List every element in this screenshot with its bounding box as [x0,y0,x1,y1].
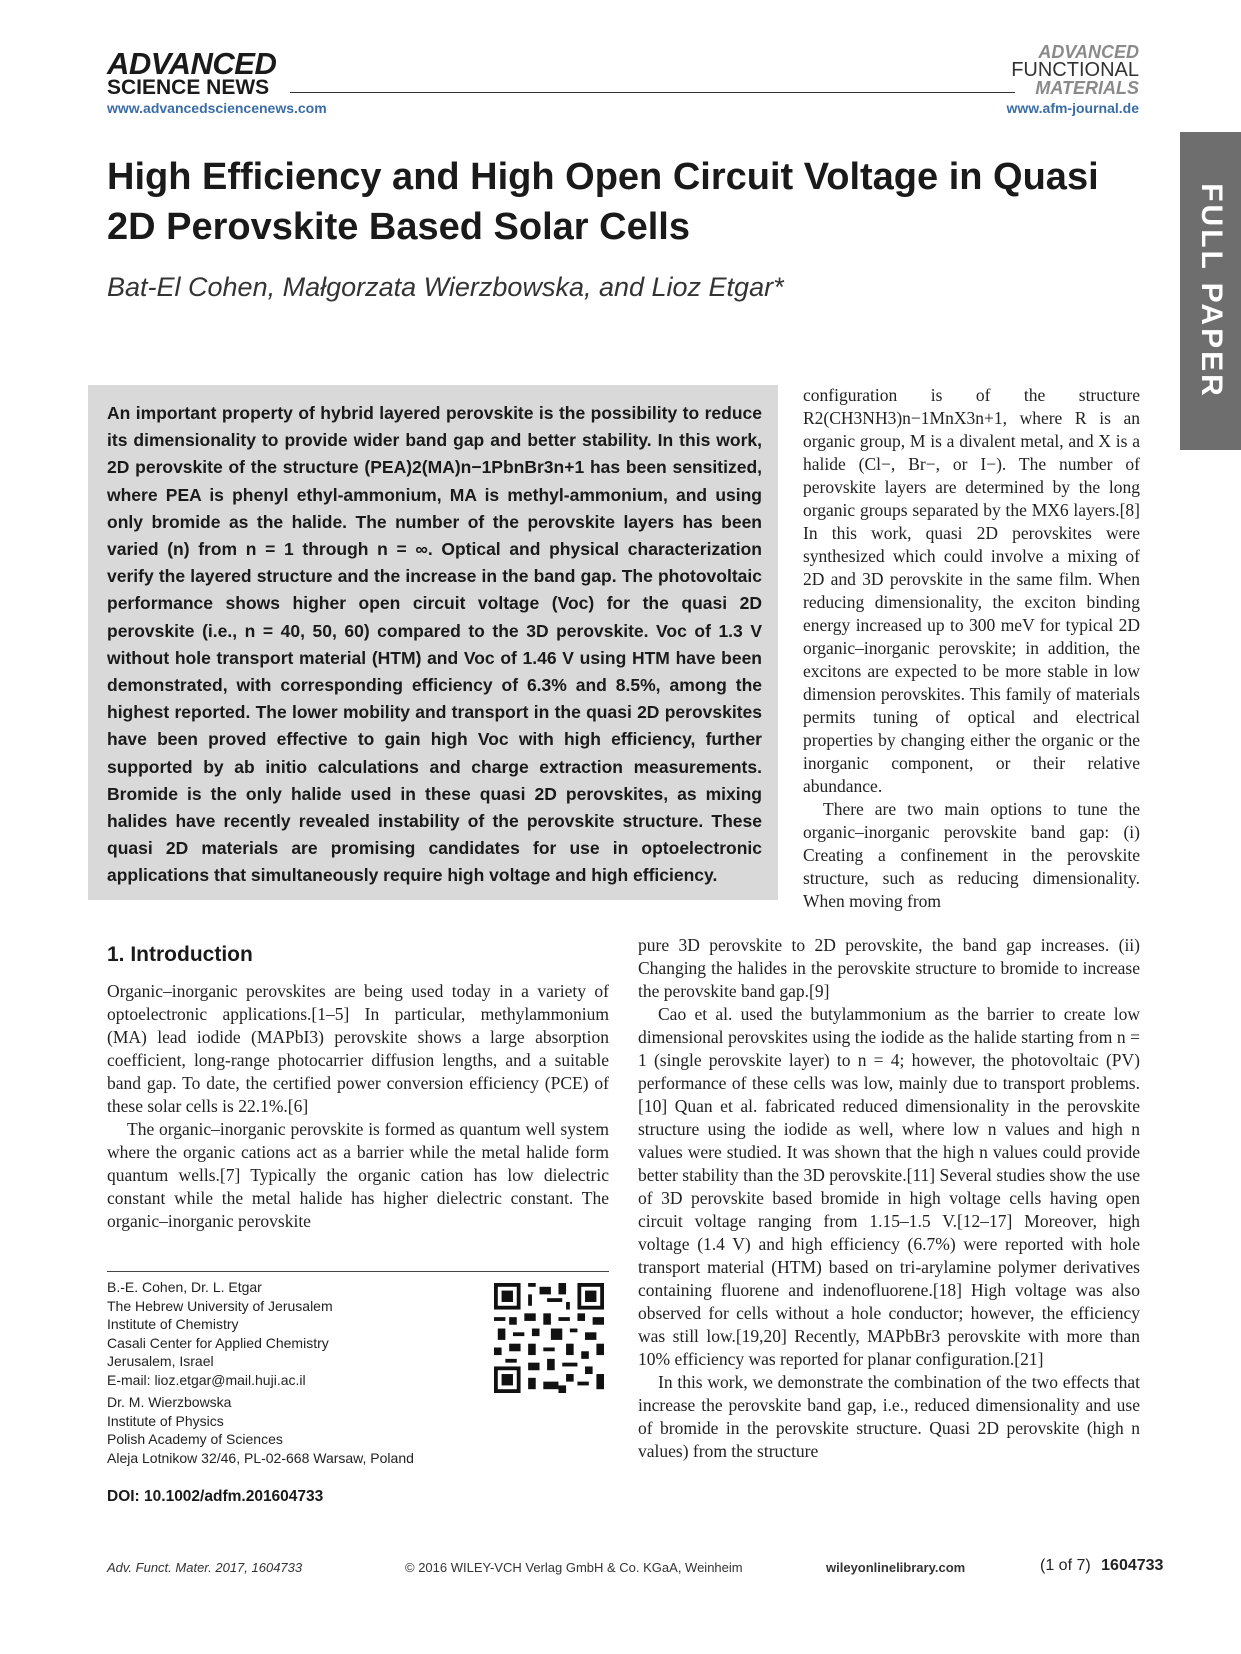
affiliation-line: The Hebrew University of Jerusalem [107,1297,333,1314]
paragraph: configuration is of the structure R2(CH3NH3)n−1MnX3n+1, where R is an organic group, M is a divalent metal, and X is a halide (Cl−, Br−, or I−). The number of perovskite layers are determined by the long organic groups separated by the MX6 layers.[8] In this work, quasi 2D perovskites were synthesized which could involve a mixing of 2D and 3D perovskite in the same film. When reducing dimensionality, the exciton binding energy increased up to 300 meV for typical 2D organic–inorganic perovskite; in addition, the excitons are expected to be more stable in low dimension perovskites. This family of materials permits tuning of optical and electrical properties by changing either the organic or the inorganic component, or their relative abundance. [803,385,1140,796]
right-column [638,934,1140,1463]
page-count: (1 of 7) [1040,1557,1091,1574]
article-type-label: FULL PAPER [1194,183,1228,399]
footer-page-number [1040,1557,1163,1575]
logo-line-2: SCIENCE NEWS [107,76,270,99]
logo-line-1: ADVANCED [107,46,277,81]
paragraph: Organic–inorganic perovskites are being used today in a variety of optoelectronic applications.[1–5] In particular, methylammonium (MA) lead iodide (MAPbI3) perovskite shows a large absorption coefficient, long-range photocarrier diffusion lengths, and a suitable band gap. To date, the certified power conversion efficiency (PCE) of these solar cells is 22.1%.[6] [107,981,609,1116]
article-type-tab [1180,132,1241,450]
affiliation-divider [107,1271,609,1272]
doi[interactable]: DOI: 10.1002/adfm.201604733 [107,1488,324,1505]
affiliation-email[interactable]: E-mail: lioz.etgar@mail.huji.ac.il [107,1371,306,1388]
affiliation-line: B.-E. Cohen, Dr. L. Etgar [107,1279,262,1295]
article-title: High Efficiency and High Open Circuit Voltage in Quasi 2D Perovskite Based Solar Cells [107,156,1099,248]
right-column-top [803,384,1140,913]
advanced-science-news-logo [107,48,276,98]
journal-logo-line-3: MATERIALS [1035,78,1139,99]
qr-code-icon[interactable] [494,1283,604,1393]
affiliation-line: Institute of Chemistry [107,1316,239,1332]
affiliation-line: Dr. M. Wierzbowska [107,1394,232,1410]
footer-copyright: © 2016 WILEY-VCH Verlag GmbH & Co. KGaA, Weinheim [405,1560,743,1575]
journal-logo-line-2: FUNCTIONAL [1011,59,1139,82]
journal-logo-line-1: ADVANCED [1038,42,1139,62]
advanced-science-news-link[interactable]: www.advancedsciencenews.com [107,100,327,116]
affiliation-line: Aleja Lotnikow 32/46, PL-02-668 Warsaw, Poland [107,1449,414,1466]
footer-journal-citation: Adv. Funct. Mater. 2017, 1604733 [107,1560,303,1575]
abstract-text: An important property of hybrid layered perovskite is the possibility to reduce its dimensionality to provide wider band gap and better stability. In this work, 2D perovskite of the structure (PEA)2(MA)n−1PbnBr3n+1 has been sensitized, where PEA is phenyl ethyl-ammonium, MA is methyl-ammonium, and using only bromide as the halide. The number of the perovskite layers has been varied (n) from n = 1 through n = ∞. Optical and physical characterization verify the layered structure and the increase in the band gap. The photovoltaic performance shows higher open circuit voltage (Voc) for the quasi 2D perovskite (i.e., n = 40, 50, 60) compared to the 3D perovskite. Voc of 1.3 V without hole transport material (HTM) and Voc of 1.46 V using HTM have been demonstrated, with corresponding efficiency of 6.3% and 8.5%, among the highest reported. The lower mobility and transport in the quasi 2D perovskites have been proved effective to gain high Voc with high efficiency, further supported by ab initio calculations and charge extraction measurements. Bromide is the only halide used in these quasi 2D perovskites, as mixing halides have recently revealed instability of the perovskite structure. These quasi 2D materials are promising candidates for use in optoelectronic applications that simultaneously require high voltage and high efficiency. [107,403,762,886]
header-divider [290,92,1015,93]
affiliations [107,1278,414,1467]
paragraph: pure 3D perovskite to 2D perovskite, the band gap increases. (ii) Changing the halides in the perovskite structure to bromide to increase the perovskite band gap.[9] [638,935,1140,1001]
article-number: 1604733 [1101,1557,1164,1574]
affiliation-line: Jerusalem, Israel [107,1353,214,1369]
article-authors: Bat-El Cohen, Małgorzata Wierzbowska, and Lioz Etgar* [107,272,784,302]
paragraph: There are two main options to tune the organic–inorganic perovskite band gap: (i) Creating a confinement in the perovskite structure, such as reducing dimensionality. When moving from [803,799,1140,911]
affiliation-line: Casali Center for Applied Chemistry [107,1334,329,1351]
left-column [107,980,609,1233]
affiliation-line: Polish Academy of Sciences [107,1431,283,1447]
affiliation-line: Institute of Physics [107,1412,224,1429]
section-heading: 1. Introduction [107,943,253,966]
paragraph: Cao et al. used the butylammonium as the barrier to create low dimensional perovskites using the iodide as the halide starting from n = 1 (single perovskite layer) to n = 4; however, the photovoltaic (PV) performance of these cells was low, mainly due to transport problems.[10] Quan et al. fabricated reduced dimensionality in the perovskite structure using the iodide as well, where low n values and high n values were studied. It was shown that the high n values could provide better stability than the 3D perovskite.[11] Several studies show the use of 3D perovskite based bromide in high voltage cells having open circuit voltage ranging from 1.15–1.5 V.[12–17] Moreover, high voltage (1.4 V) and high efficiency (6.7%) were reported with hole transport material (HTM) based on tri-arylamine polymer derivatives containing fluorene and indenofluorene.[18] High voltage was also observed for cells without a hole conductor; however, the efficiency was still low.[19,20] Recently, MAPbBr3 perovskite with more than 10% efficiency was reported for planar configuration.[21] [638,1004,1140,1369]
journal-logo [1011,44,1139,97]
footer-site-link[interactable]: wileyonlinelibrary.com [826,1560,966,1575]
journal-link[interactable]: www.afm-journal.de [1006,100,1139,116]
paragraph: The organic–inorganic perovskite is formed as quantum well system where the organic cations act as a barrier while the metal halide form quantum wells.[7] Typically the organic cation has low dielectric constant while the metal halide has higher dielectric constant. The organic–inorganic perovskite [107,1119,609,1231]
paragraph: In this work, we demonstrate the combination of the two effects that increase the perovskite band gap, i.e., reduced dimensionality and use of bromide in the perovskite structure. Quasi 2D perovskite (high n values) from the structure [638,1372,1140,1461]
